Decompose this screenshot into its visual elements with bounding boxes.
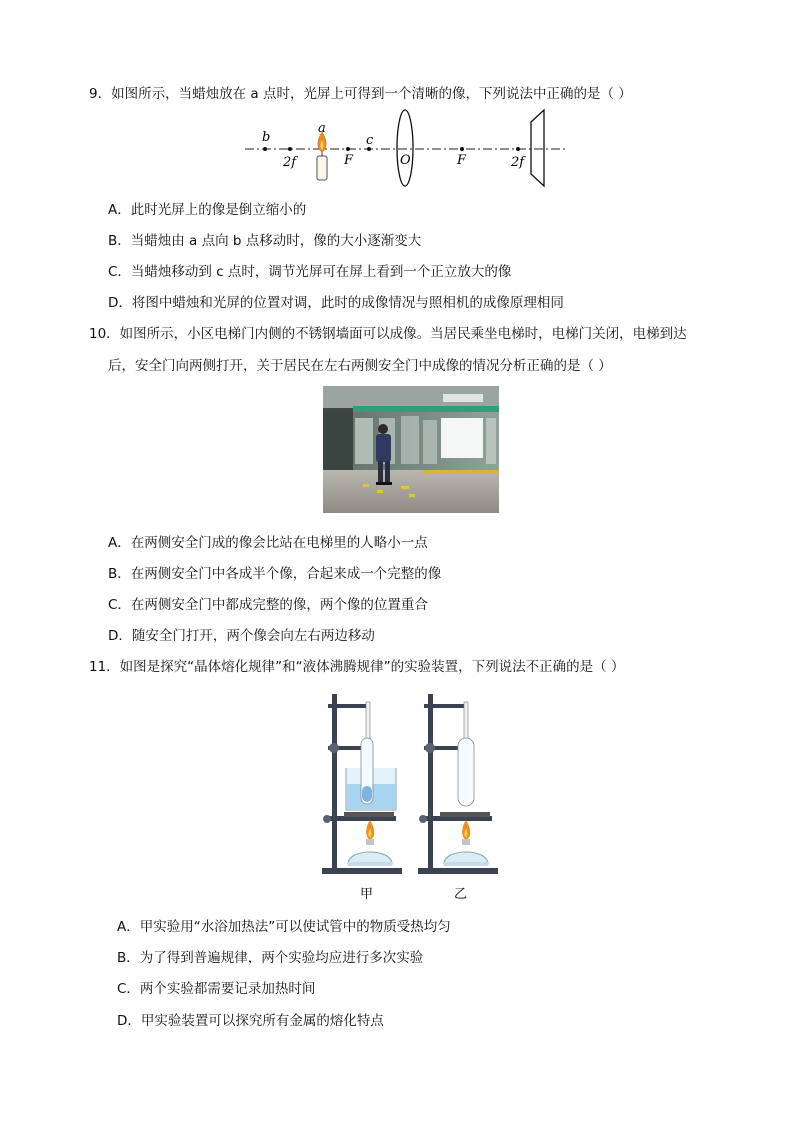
svg-text:c: c [366, 133, 374, 148]
q10-stem-line2: 后，安全门向两侧打开，关于居民在左右两侧安全门中成像的情况分析正确的是（ ） [108, 358, 612, 374]
q10-option-c: C．在两侧安全门中都成完整的像，两个像的位置重合 [108, 597, 428, 613]
svg-text:F: F [457, 153, 467, 168]
q10-stem-line1: 10．如图所示，小区电梯门内侧的不锈钢墙面可以成像。当居民乘坐电梯时，电梯门关闭，电梯到达 [89, 326, 687, 342]
svg-text:F: F [344, 153, 354, 168]
point-2f-left [288, 147, 292, 151]
svg-text:a: a [318, 121, 326, 136]
q11-apparatus-diagram [318, 688, 498, 904]
label-yi: 乙 [454, 887, 468, 902]
q9-optics-diagram [240, 104, 570, 190]
point-F-right [460, 147, 464, 151]
q10-option-a: A．在两侧安全门成的像会比站在电梯里的人略小一点 [108, 535, 428, 551]
q11-option-d: D．甲实验装置可以探究所有金属的熔化特点 [117, 1013, 384, 1029]
q9-option-c: C．当蜡烛移动到 c 点时，调节光屏可在屏上看到一个正立放大的像 [108, 264, 512, 280]
q9-option-a: A．此时光屏上的像是倒立缩小的 [108, 202, 307, 218]
q11-stem: 11．如图是探究“晶体熔化规律”和“液体沸腾规律”的实验装置，下列说法不正确的是（ ） [89, 659, 625, 675]
q9-option-d: D．将图中蜡烛和光屏的位置对调，此时的成像情况与照相机的成像原理相同 [108, 295, 564, 311]
q11-option-b: B．为了得到普遍规律，两个实验均应进行多次实验 [117, 950, 424, 966]
svg-text:2f: 2f [511, 155, 525, 170]
convex-lens [397, 110, 413, 186]
candle-icon [317, 132, 327, 180]
light-screen [531, 110, 544, 186]
q11-option-c: C．两个实验都需要记录加热时间 [117, 981, 316, 997]
q11-option-a: A．甲实验用“水浴加热法”可以使试管中的物质受热均匀 [117, 919, 451, 935]
svg-text:O: O [400, 153, 411, 168]
q9-option-b: B．当蜡烛由 a 点向 b 点移动时，像的大小逐渐变大 [108, 233, 422, 249]
q9-stem: 9．如图所示，当蜡烛放在 a 点时，光屏上可得到一个清晰的像，下列说法中正确的是（ ） [89, 86, 632, 102]
svg-text:b: b [262, 130, 271, 145]
svg-text:2f: 2f [283, 155, 297, 170]
q10-option-d: D．随安全门打开，两个像会向左右两边移动 [108, 628, 375, 644]
apparatus-right [418, 694, 498, 874]
point-b [263, 147, 267, 151]
apparatus-left [322, 694, 402, 874]
q10-option-b: B．在两侧安全门中各成半个像，合起来成一个完整的像 [108, 566, 442, 582]
q10-elevator-photo [323, 386, 499, 513]
point-2f-right [516, 147, 520, 151]
label-jia: 甲 [360, 887, 374, 902]
point-F-left [346, 147, 350, 151]
